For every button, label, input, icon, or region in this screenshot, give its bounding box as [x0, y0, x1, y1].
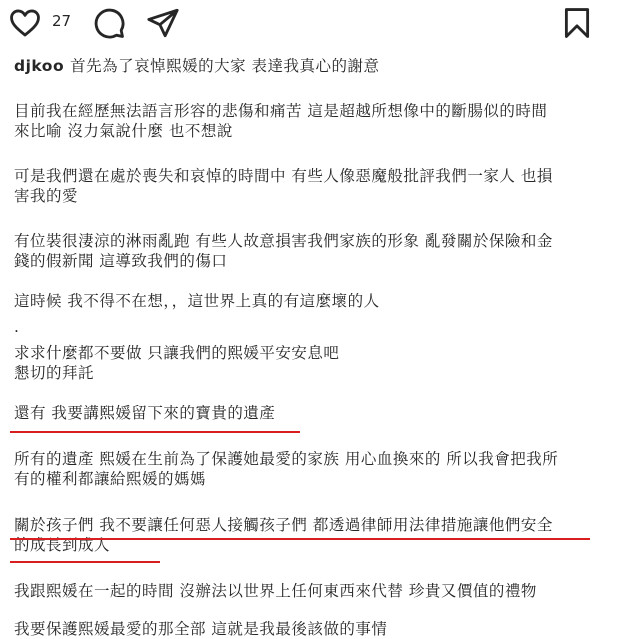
highlight-underline — [10, 561, 160, 563]
caption-line: 懇切的拜託 — [14, 364, 95, 382]
caption-line-highlighted: 還有 我要講熙媛留下來的寶貴的遺產 — [14, 404, 276, 422]
username-link[interactable]: djkoo — [14, 57, 65, 75]
caption-line: 來比喻 沒力氣說什麼 也不想說 — [14, 122, 233, 140]
caption-line: 有位裝很淒涼的淋雨亂跑 有些人故意損害我們家族的形象 亂發關於保險和金 — [14, 232, 553, 250]
post-caption — [14, 56, 626, 639]
caption-line: 這時候 我不得不在想，，這世界上真的有這麼壞的人 — [14, 292, 380, 310]
post-action-bar — [0, 0, 640, 46]
caption-line: djkoo 首先為了哀悼熙媛的大家 表達我真心的謝意 — [14, 57, 380, 75]
caption-line: 錢的假新聞 這導致我們的傷口 — [14, 252, 228, 270]
share-icon[interactable] — [146, 6, 180, 40]
heart-icon[interactable] — [8, 6, 42, 40]
bookmark-icon[interactable] — [560, 6, 594, 40]
caption-line-highlighted: 關於孩子們 我不要讓任何惡人接觸孩子們 都透過律師用法律措施讓他們安全 — [14, 516, 553, 534]
comment-icon[interactable] — [92, 6, 126, 40]
caption-dot: . — [14, 318, 20, 336]
like-count[interactable]: 27 — [52, 12, 72, 30]
caption-line: 求求什麼都不要做 只讓我們的熙媛平安安息吧 — [14, 344, 340, 362]
caption-line: 目前我在經歷無法語言形容的悲傷和痛苦 這是超越所想像中的斷腸似的時間 — [14, 102, 548, 120]
caption-line: 可是我們還在處於喪失和哀悼的時間中 有些人像惡魔般批評我們一家人 也損 — [14, 167, 553, 185]
caption-line: 我要保護熙媛最愛的那全部 這就是我最後該做的事情 — [14, 620, 388, 638]
caption-line: 害我的愛 — [14, 187, 79, 205]
highlight-underline — [10, 538, 590, 540]
highlight-underline — [10, 431, 300, 433]
caption-line: 我跟熙媛在一起的時間 沒辦法以世界上任何東西來代替 珍貴又價值的禮物 — [14, 582, 537, 600]
caption-line: 有的權利都讓給熙媛的媽媽 — [14, 470, 207, 488]
caption-line-highlighted: 的成長到成人 — [14, 536, 111, 554]
caption-line: 所有的遺產 熙媛在生前為了保護她最愛的家族 用心血換來的 所以我會把我所 — [14, 450, 559, 468]
